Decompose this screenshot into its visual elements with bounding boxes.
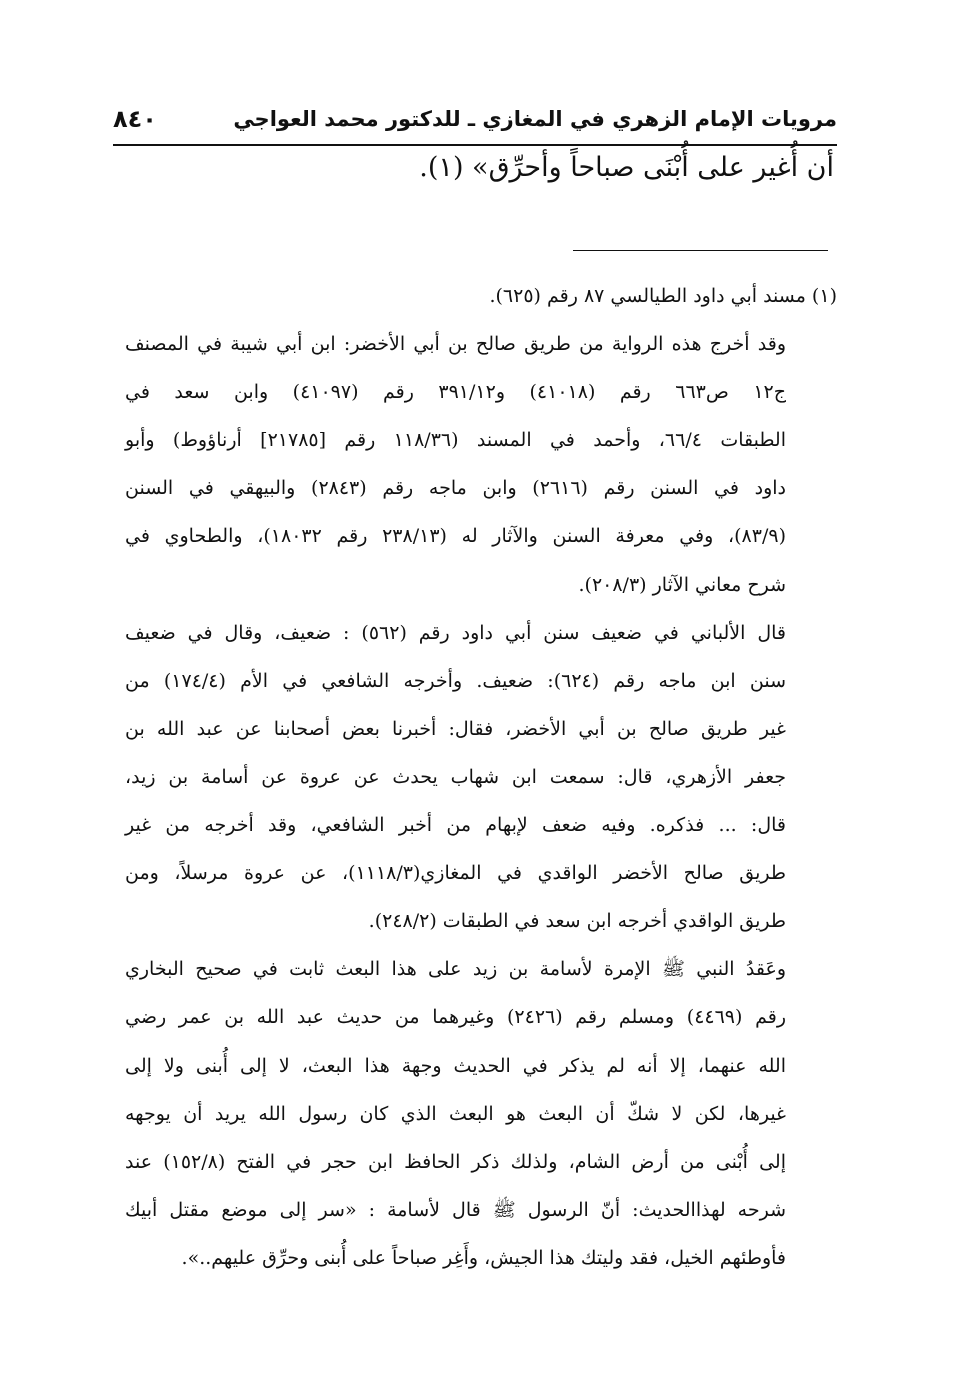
footnote-line: طريق الواقدي أخرجه ابن سعد في الطبقات (٢٤٨/٢). bbox=[368, 910, 786, 933]
footnote-line: (٨٣/٩)، وفي معرفة السنن والآثار له (٢٣٨/١٣ رقم ١٨٠٣٢)، والطحاوي في bbox=[125, 525, 786, 548]
footnote-line: (١) مسند أبي داود الطيالسي ٨٧ رقم (٦٢٥). bbox=[489, 285, 837, 307]
footnote-line: وقد أخرج هذه الرواية من طريق صالح بن أبي الأخضر: ابن أبي شيبة في المصنف bbox=[125, 333, 786, 356]
footnote-line: داود في السنن رقم (٢٦١٦) وابن ماجه رقم (٢٨٤٣) والبيهقي في السنن bbox=[125, 477, 786, 500]
footnote-line: غيرها، لكن لا شكّ أن البعث هو البعث الذي كان رسول الله يريد أن يوجهه bbox=[125, 1102, 786, 1125]
footnote-line: شرح معاني الآثار (٢٠٨/٣). bbox=[578, 573, 786, 596]
footnote-separator bbox=[573, 250, 828, 251]
footnote-line: غير طريق صالح بن أبي الأخضر، فقال: أخبرنا بعض أصحابنا عن عبد الله بن bbox=[125, 717, 786, 740]
footnote-line: وعَقدُ النبي ﷺ الإمرة لأسامة بن زيد على هذا البعث ثابت في صحيح البخاري bbox=[125, 958, 786, 981]
footnote-line: جعفر الأزهري، قال: سمعت ابن شهاب يحدث عن عروة عن أسامة بن زيد، bbox=[125, 765, 786, 788]
footnote-line: قال: ... فذكره. وفيه ضعف لإبهام من أخبر الشافعي، وقد أخرجه من غير bbox=[125, 814, 786, 837]
body-text-line: أن أُغير على أُبْنَى صباحاً وأحرِّق» (١). bbox=[419, 152, 834, 183]
footnote-line: شرحه لهذاالحديث: أنّ الرسول ﷺ قال لأسامة : «سر إلى موضع مقتل أبيك bbox=[125, 1198, 786, 1221]
footnote-line: فأوطئهم الخيل، فقد وليتك هذا الجيش، وأَغِر صباحاً على أُبنى وحرِّق عليهم..». bbox=[181, 1246, 786, 1269]
footnote-line: سنن ابن ماجه رقم (٦٢٤): ضعيف. وأخرجه الشافعي في الأم (١٧٤/٤) من bbox=[125, 669, 786, 692]
footnotes-block bbox=[125, 272, 837, 1282]
footnote-line: رقم (٤٤٦٩) ومسلم رقم (٢٤٢٦) وغيرهما من حديث عبد الله بن عمر رضي bbox=[125, 1006, 786, 1029]
header-rule bbox=[113, 144, 837, 146]
page-header bbox=[113, 103, 837, 143]
running-title: مرويات الإمام الزهري في المغازي ـ للدكتور محمد العواجي bbox=[233, 107, 837, 131]
footnote-line: طريق صالح الأخضر الواقدي في المغازي(١١١٨/٣)، عن عروة مرسلاً، ومن bbox=[125, 862, 786, 885]
footnote-line: الله عنهما، إلا أنه لم يذكر في الحديث وجهة هذا البعث، لا إلى أُبنى ولا إلى bbox=[125, 1054, 786, 1077]
page-number: ٨٤٠ bbox=[113, 105, 157, 133]
footnote-line: قال الألباني في ضعيف سنن أبي داود رقم (٥٦٢) : ضعيف، وقال في ضعيف bbox=[125, 621, 786, 644]
footnote-line: إلى أُبْنى من أرض الشام، ولذلك ذكر الحافظ ابن حجر في الفتح (١٥٢/٨) عند bbox=[125, 1150, 786, 1173]
footnote-line: الطبقات ٦٦/٤، وأحمد في المسند (١١٨/٣٦ رقم [٢١٧٨٥] أرناؤوط) وأبو bbox=[125, 429, 786, 452]
footnote-line: ج١٢ ص٦٦٣ رقم (٤١٠١٨) و٣٩١/١٢ رقم (٤١٠٩٧) وابن سعد في bbox=[125, 381, 787, 404]
